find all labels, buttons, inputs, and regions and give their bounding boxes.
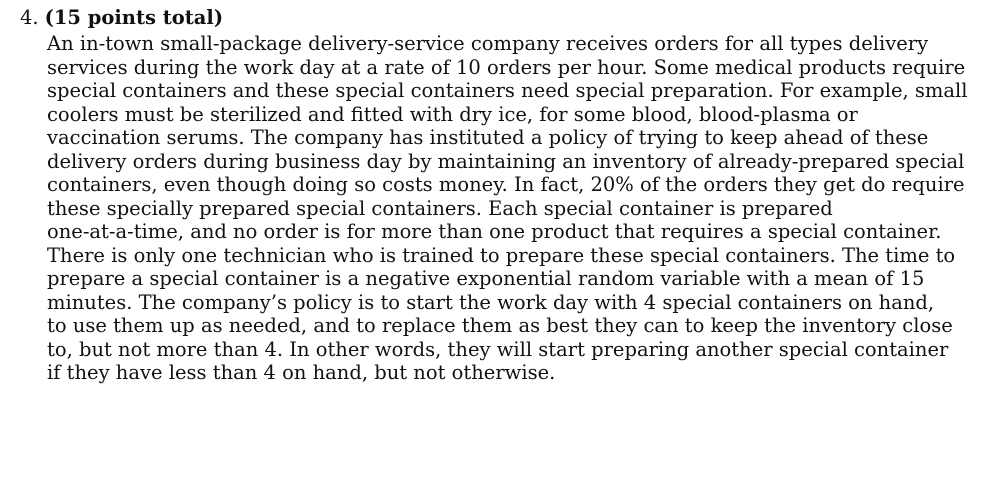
statement-line: one-at-a-time, and no order is for more than one product that requires a special container. — [47, 220, 942, 243]
problem-statement — [47, 32, 978, 385]
problem-header — [20, 4, 978, 32]
problem-number: 4. — [20, 6, 39, 29]
statement-line: these specially prepared special containers. Each special container is prepared — [47, 196, 833, 220]
statement-line: There is only one technician who is trained to prepare these special containers. The time to — [47, 243, 956, 267]
problem-4 — [20, 4, 978, 385]
statement-line: minutes. The company’s policy is to start the work day with 4 special containers on hand, — [47, 290, 935, 314]
statement-line: prepare a special container is a negative exponential random variable with a mean of 15 — [47, 267, 925, 290]
statement-line: to, but not more than 4. In other words, they will start preparing another special container — [47, 337, 949, 361]
statement-line: special containers and these special containers need special preparation. For example, small — [47, 79, 968, 102]
statement-line: delivery orders during business day by maintaining an inventory of already-prepared special — [47, 149, 965, 173]
statement-line: services during the work day at a rate of 10 orders per hour. Some medical products require — [47, 55, 966, 79]
statement-line: vaccination serums. The company has instituted a policy of trying to keep ahead of these — [47, 126, 929, 149]
problem-title: (15 points total) — [44, 6, 224, 29]
statement-line: An in-town small-package delivery-service company receives orders for all types delivery — [47, 32, 929, 55]
statement-line: coolers must be sterilized and fitted with dry ice, for some blood, blood-plasma or — [47, 102, 858, 126]
statement-line: if they have less than 4 on hand, but not otherwise. — [47, 361, 556, 384]
statement-line: to use them up as needed, and to replace them as best they can to keep the inventory close — [47, 314, 953, 337]
statement-line: containers, even though doing so costs money. In fact, 20% of the orders they get do require — [47, 173, 965, 196]
